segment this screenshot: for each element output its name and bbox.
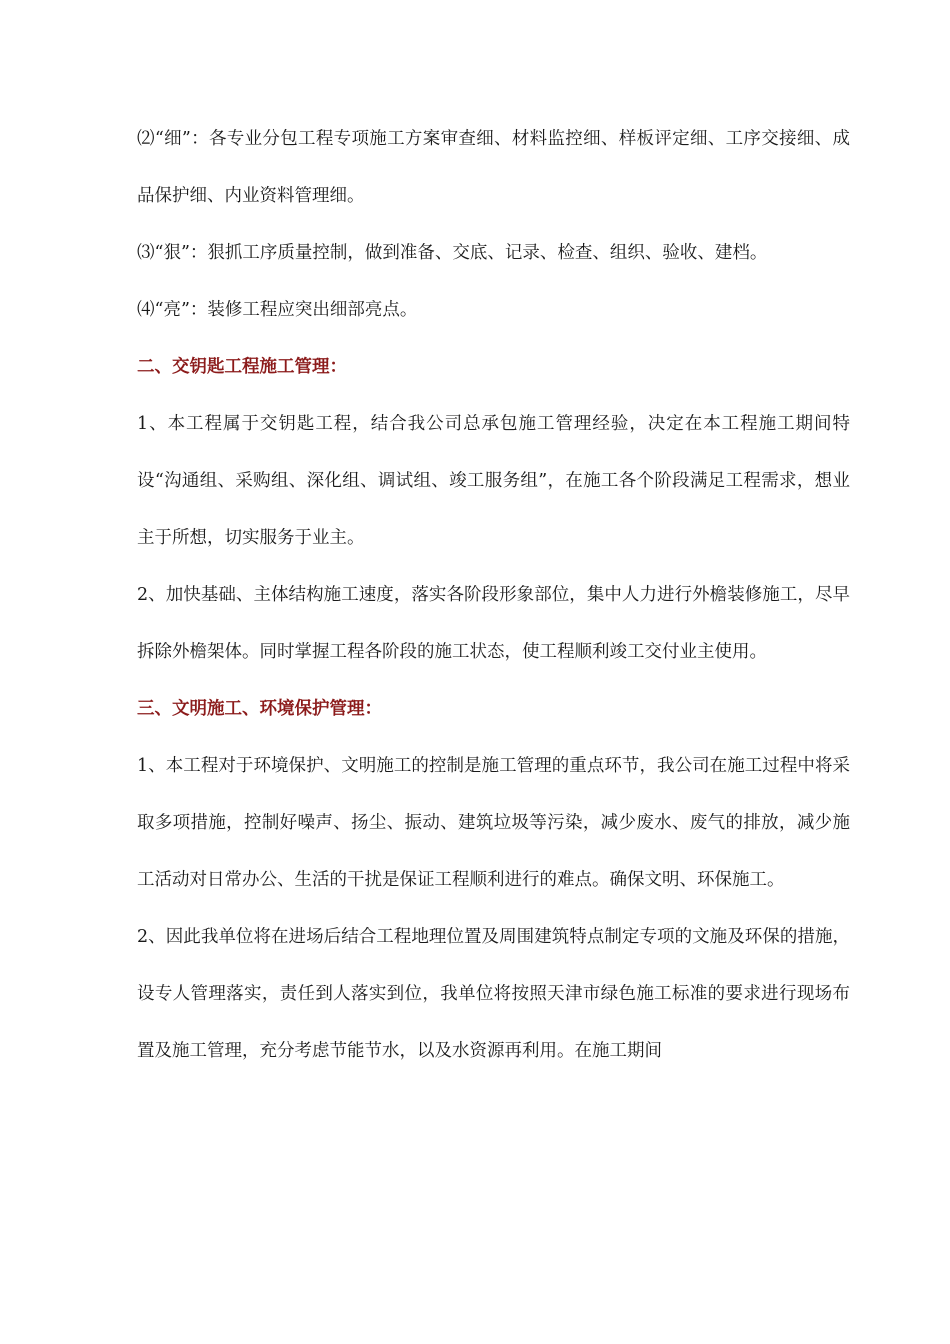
item-4-liang: ⑷“亮”：装修工程应突出细部亮点。 [137,300,418,320]
section-2-para-1: 1、本工程属于交钥匙工程，结合我公司总承包施工管理经验，决定在本工程施工期间特设“沟通组、采购组、深化组、调试组、竣工服务组”，在施工各个阶段满足工程需求，想业主于所想，切实服务于业主。 [137,414,850,548]
item-3-hen: ⑶“狠”：狠抓工序质量控制，做到准备、交底、记录、检查、组织、验收、建档。 [137,243,768,263]
section-3-para-1: 1、本工程对于环境保护、文明施工的控制是施工管理的重点环节，我公司在施工过程中将采取多项措施，控制好噪声、扬尘、振动、建筑垃圾等污染，减少废水、废气的排放，减少施工活动对日常办公、生活的干扰是保证工程顺利进行的难点。确保文明、环保施工。 [137,756,850,890]
section-2-heading: 二、交钥匙工程施工管理： [137,357,347,377]
section-3-heading: 三、文明施工、环境保护管理： [137,699,382,719]
section-2-para-2: 2、加快基础、主体结构施工速度，落实各阶段形象部位，集中人力进行外檐装修施工，尽早拆除外檐架体。同时掌握工程各阶段的施工状态，使工程顺利竣工交付业主使用。 [137,585,850,662]
item-2-xi: ⑵“细”：各专业分包工程专项施工方案审查细、材料监控细、样板评定细、工序交接细、成品保护细、内业资料管理细。 [137,129,850,206]
section-3-para-2: 2、因此我单位将在进场后结合工程地理位置及周围建筑特点制定专项的文施及环保的措施，设专人管理落实，责任到人落实到位，我单位将按照天津市绿色施工标准的要求进行现场布置及施工管理，充分考虑节能节水，以及水资源再利用。在施工期间 [137,927,850,1061]
